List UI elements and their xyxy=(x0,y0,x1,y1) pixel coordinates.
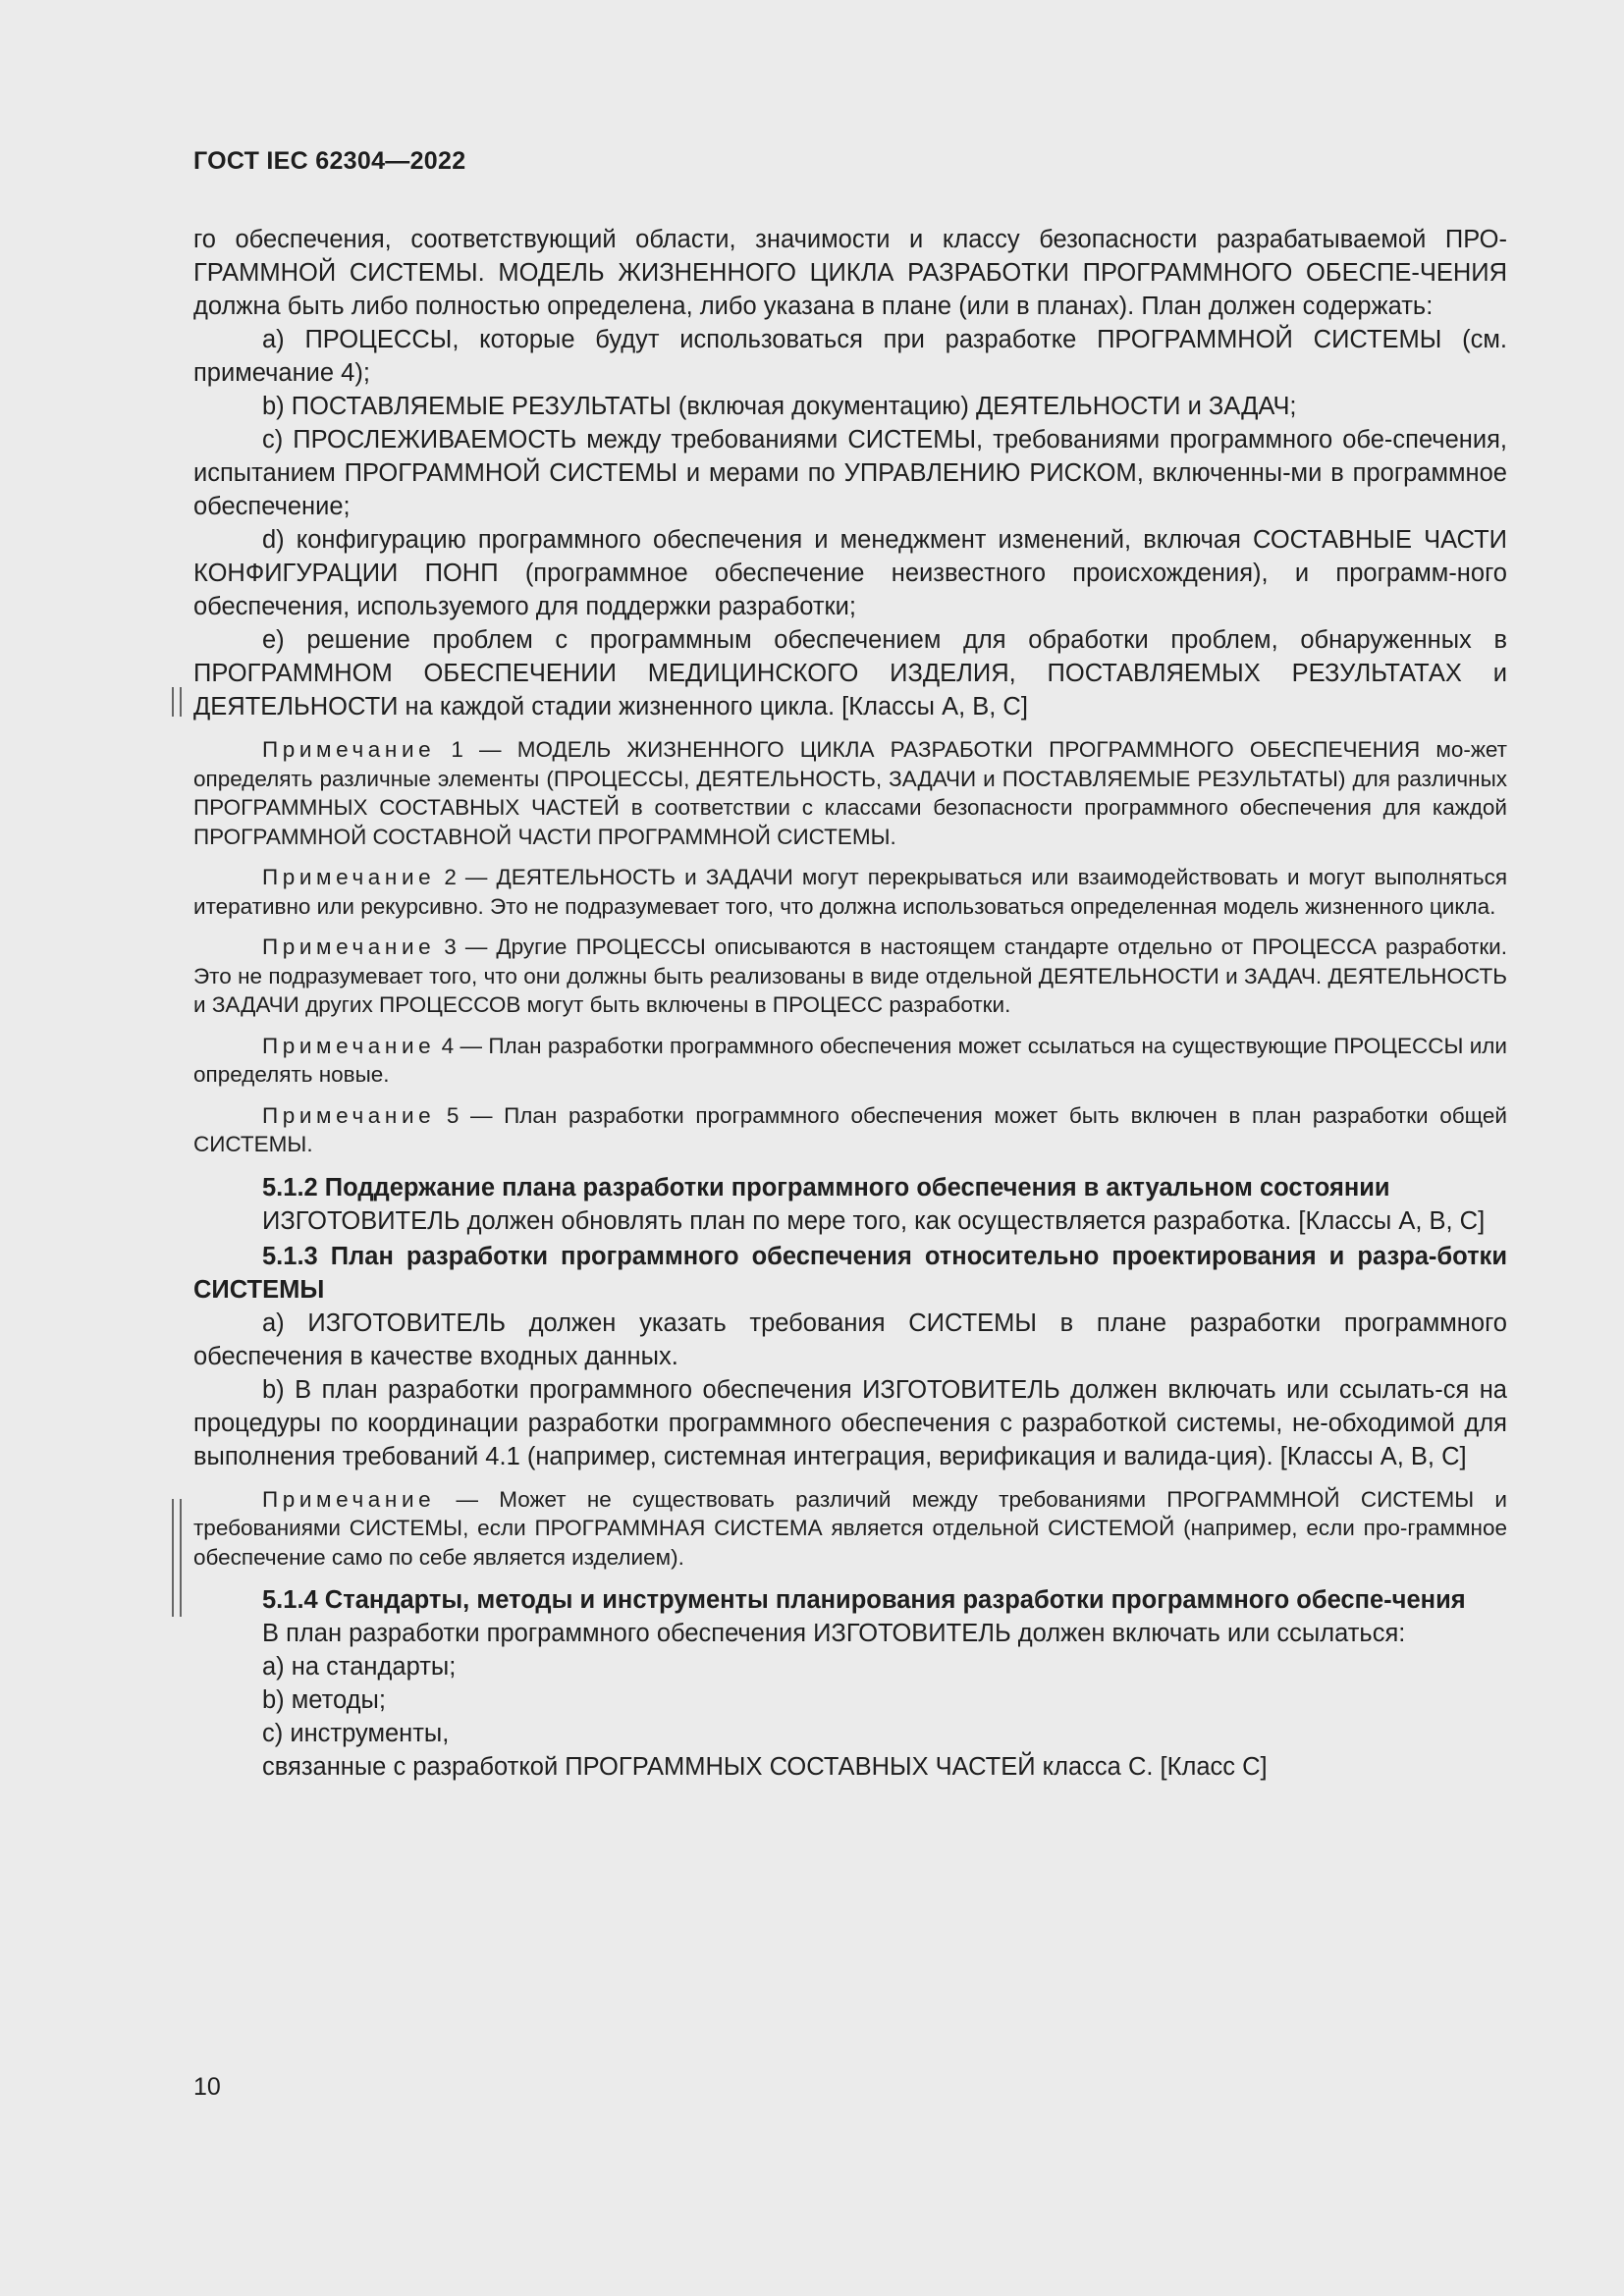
list-item: a) ПРОЦЕССЫ, которые будут использоваться при разработке ПРОГРАММНОЙ СИСТЕМЫ (см. примечание 4); xyxy=(193,326,1507,387)
note-text: 3 — Другие ПРОЦЕССЫ описываются в настоящем стандарте отдельно от ПРОЦЕССА разработки. Это не подразумевает того, что они должны быть реализованы в виде отдельной ДЕЯТЕЛЬНОСТИ и ЗАДАЧ. ДЕЯТЕЛЬНОСТЬ и ЗАДАЧИ других ПРОЦЕССОВ могут быть включены в ПРОЦЕСС разработки. xyxy=(193,934,1507,1017)
note-label: Примечание xyxy=(262,1486,436,1512)
note-label: Примечание xyxy=(262,1102,436,1128)
note-text: 5 — План разработки программного обеспечения может быть включен в план разработки общей СИСТЕМЫ. xyxy=(193,1102,1507,1156)
section-heading-5-1-4: 5.1.4 Стандарты, методы и инструменты планирования разработки программного обеспе-чения xyxy=(262,1586,1466,1614)
note-6 xyxy=(193,1485,1507,1573)
list-item: b) В план разработки программного обеспечения ИЗГОТОВИТЕЛЬ должен включать или ссылать-ся на процедуры по координации разработки программного обеспечения с разработкой системы, не-обходимой для выполнения требований 4.1 (например, системная интеграция, верификация и валида-ция). [Классы А, В, С] xyxy=(193,1375,1507,1470)
list-item: d) конфигурацию программного обеспечения и менеджмент изменений, включая СОСТАВНЫЕ ЧАСТИ КОНФИГУРАЦИИ ПОНП (программное обеспечение неизвестного происхождения), и программ-ного обеспечения, используемого для поддержки разработки; xyxy=(193,526,1507,620)
document-body xyxy=(193,223,1507,1784)
list-item: e) решение проблем с программным обеспечением для обработки проблем, обнаруженных в ПРОГРАММНОМ ОБЕСПЕЧЕНИИ МЕДИЦИНСКОГО ИЗДЕЛИЯ, ПОСТАВЛЯЕМЫХ РЕЗУЛЬТАТАХ и ДЕЯТЕЛЬНОСТИ на каждой стадии жизненного цикла. [Классы А, В, С] xyxy=(193,626,1507,721)
note-4 xyxy=(193,1032,1507,1090)
list-item: b) методы; xyxy=(262,1686,386,1714)
change-bar xyxy=(172,687,182,717)
note-label: Примечание xyxy=(262,1033,436,1058)
note-text: 4 — План разработки программного обеспечения может ссылаться на существующие ПРОЦЕССЫ или определять новые. xyxy=(193,1033,1507,1087)
section-heading-5-1-2: 5.1.2 Поддержание плана разработки программного обеспечения в актуальном состоянии xyxy=(262,1173,1390,1201)
paragraph: связанные с разработкой ПРОГРАММНЫХ СОСТАВНЫХ ЧАСТЕЙ класса С. [Класс С] xyxy=(262,1753,1268,1781)
paragraph: В план разработки программного обеспечения ИЗГОТОВИТЕЛЬ должен включать или ссылаться: xyxy=(262,1620,1406,1647)
note-text: — Может не существовать различий между требованиями ПРОГРАММНОЙ СИСТЕМЫ и требованиями СИСТЕМЫ, если ПРОГРАММНАЯ СИСТЕМА является отдельной СИСТЕМОЙ (например, если про-граммное обеспечение само по себе является изделием). xyxy=(193,1486,1507,1570)
note-5 xyxy=(193,1101,1507,1159)
note-text: 1 — МОДЕЛЬ ЖИЗНЕННОГО ЦИКЛА РАЗРАБОТКИ ПРОГРАММНОГО ОБЕСПЕЧЕНИЯ мо-жет определять различные элементы (ПРОЦЕССЫ, ДЕЯТЕЛЬНОСТЬ, ЗАДАЧИ и ПОСТАВЛЯЕМЫЕ РЕЗУЛЬТАТЫ) для различных ПРОГРАММНЫХ СОСТАВНЫХ ЧАСТЕЙ в соответствии с классами безопасности программного обеспечения для каждой ПРОГРАММНОЙ СОСТАВНОЙ ЧАСТИ ПРОГРАММНОЙ СИСТЕМЫ. xyxy=(193,737,1507,849)
document-page xyxy=(193,147,1507,1784)
list-item: b) ПОСТАВЛЯЕМЫЕ РЕЗУЛЬТАТЫ (включая документацию) ДЕЯТЕЛЬНОСТИ и ЗАДАЧ; xyxy=(262,393,1297,420)
document-header: ГОСТ IEC 62304—2022 xyxy=(193,147,466,175)
note-3 xyxy=(193,933,1507,1020)
list-item: a) на стандарты; xyxy=(262,1653,457,1681)
change-bar xyxy=(172,1499,182,1617)
paragraph: го обеспечения, соответствующий области, значимости и классу безопасности разрабатываемой ПРО-ГРАММНОЙ СИСТЕМЫ. МОДЕЛЬ ЖИЗНЕННОГО ЦИКЛА РАЗРАБОТКИ ПРОГРАММНОГО ОБЕСПЕ-ЧЕНИЯ должна быть либо полностью определена, либо указана в плане (или в планах). План должен содержать: xyxy=(193,226,1507,320)
paragraph: ИЗГОТОВИТЕЛЬ должен обновлять план по мере того, как осуществляется разработка. [Классы А, В, С] xyxy=(262,1206,1486,1235)
note-label: Примечание xyxy=(262,934,436,959)
list-item: a) ИЗГОТОВИТЕЛЬ должен указать требования СИСТЕМЫ в плане разработки программного обеспечения в качестве входных данных. xyxy=(193,1308,1507,1370)
list-item: c) ПРОСЛЕЖИВАЕМОСТЬ между требованиями СИСТЕМЫ, требованиями программного обе-спечения, испытанием ПРОГРАММНОЙ СИСТЕМЫ и мерами по УПРАВЛЕНИЮ РИСКОМ, включенны-ми в программное обеспечение; xyxy=(193,426,1507,520)
page-number: 10 xyxy=(193,2073,221,2101)
note-label: Примечание xyxy=(262,737,436,762)
note-label: Примечание xyxy=(262,865,436,889)
note-text: 2 — ДЕЯТЕЛЬНОСТЬ и ЗАДАЧИ могут перекрываться или взаимодействовать и могут выполняться итеративно или рекурсивно. Это не подразумевает того, что должна использоваться определенная модель жизненного цикла. xyxy=(193,865,1507,919)
list-item: c) инструменты, xyxy=(262,1720,450,1747)
section-heading-5-1-3: 5.1.3 План разработки программного обеспечения относительно проектирования и разра-ботки СИСТЕМЫ xyxy=(193,1242,1507,1304)
note-1 xyxy=(193,735,1507,851)
note-2 xyxy=(193,863,1507,921)
